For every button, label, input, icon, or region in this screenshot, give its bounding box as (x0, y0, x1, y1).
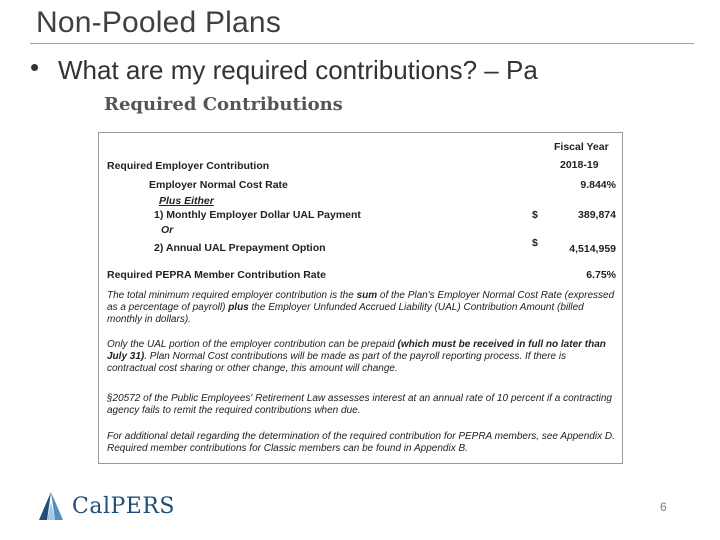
calpers-emblem-icon (36, 490, 66, 522)
page-number: 6 (660, 500, 667, 514)
fiscal-year-value: 2018-19 (560, 159, 599, 171)
paragraph-total-contribution: The total minimum required employer contribution is the sum of the Plan's Employer Normal Cost Rate (expressed as a percentage of payroll) plus the Employer Unfunded Accrued Liability (UAL) Contribution Amount (billed monthly in dollars). (107, 290, 615, 325)
option2-label: 2) Annual UAL Prepayment Option (154, 242, 326, 254)
normal-cost-value: 9.844% (580, 179, 616, 191)
employer-contribution-label: Required Employer Contribution (107, 160, 270, 172)
logo-wordmark: CalPERS (72, 493, 175, 519)
normal-cost-label: Employer Normal Cost Rate (149, 179, 288, 191)
option2-currency: $ (532, 237, 538, 249)
option1-label: 1) Monthly Employer Dollar UAL Payment (154, 209, 361, 221)
or-label: Or (161, 224, 174, 236)
calpers-logo (36, 490, 175, 522)
slide-title: Non-Pooled Plans (36, 6, 282, 39)
section-heading: Required Contributions (104, 94, 343, 115)
option1-currency: $ (532, 209, 538, 221)
title-divider (30, 43, 694, 44)
paragraph-appendix: For additional detail regarding the determination of the required contribution for PEPRA members, see Appendix D. Required member contributions for Classic members can be found in Appendix B. (107, 431, 615, 454)
contribution-report (98, 132, 623, 464)
pepra-rate-label: Required PEPRA Member Contribution Rate (107, 269, 326, 281)
option1-value: 389,874 (578, 209, 616, 221)
fiscal-year-label: Fiscal Year (554, 141, 609, 153)
pepra-rate-value: 6.75% (586, 269, 616, 281)
option2-value: 4,514,959 (569, 243, 616, 255)
bullet-text: What are my required contributions? – Pa (58, 55, 538, 85)
paragraph-prepayment: Only the UAL portion of the employer contribution can be prepaid (which must be received in full no later than July 31). Plan Normal Cost contributions will be made as part of the payroll reporting process. If there is contractual cost sharing or other change, this amount will change. (107, 339, 606, 374)
bullet-marker: • (30, 52, 40, 82)
plus-either-label: Plus Either (159, 195, 214, 207)
paragraph-interest: §20572 of the Public Employees' Retirement Law assesses interest at an annual rate of 10 percent if a contracting agency fails to remit the required contributions when due. (107, 393, 612, 416)
